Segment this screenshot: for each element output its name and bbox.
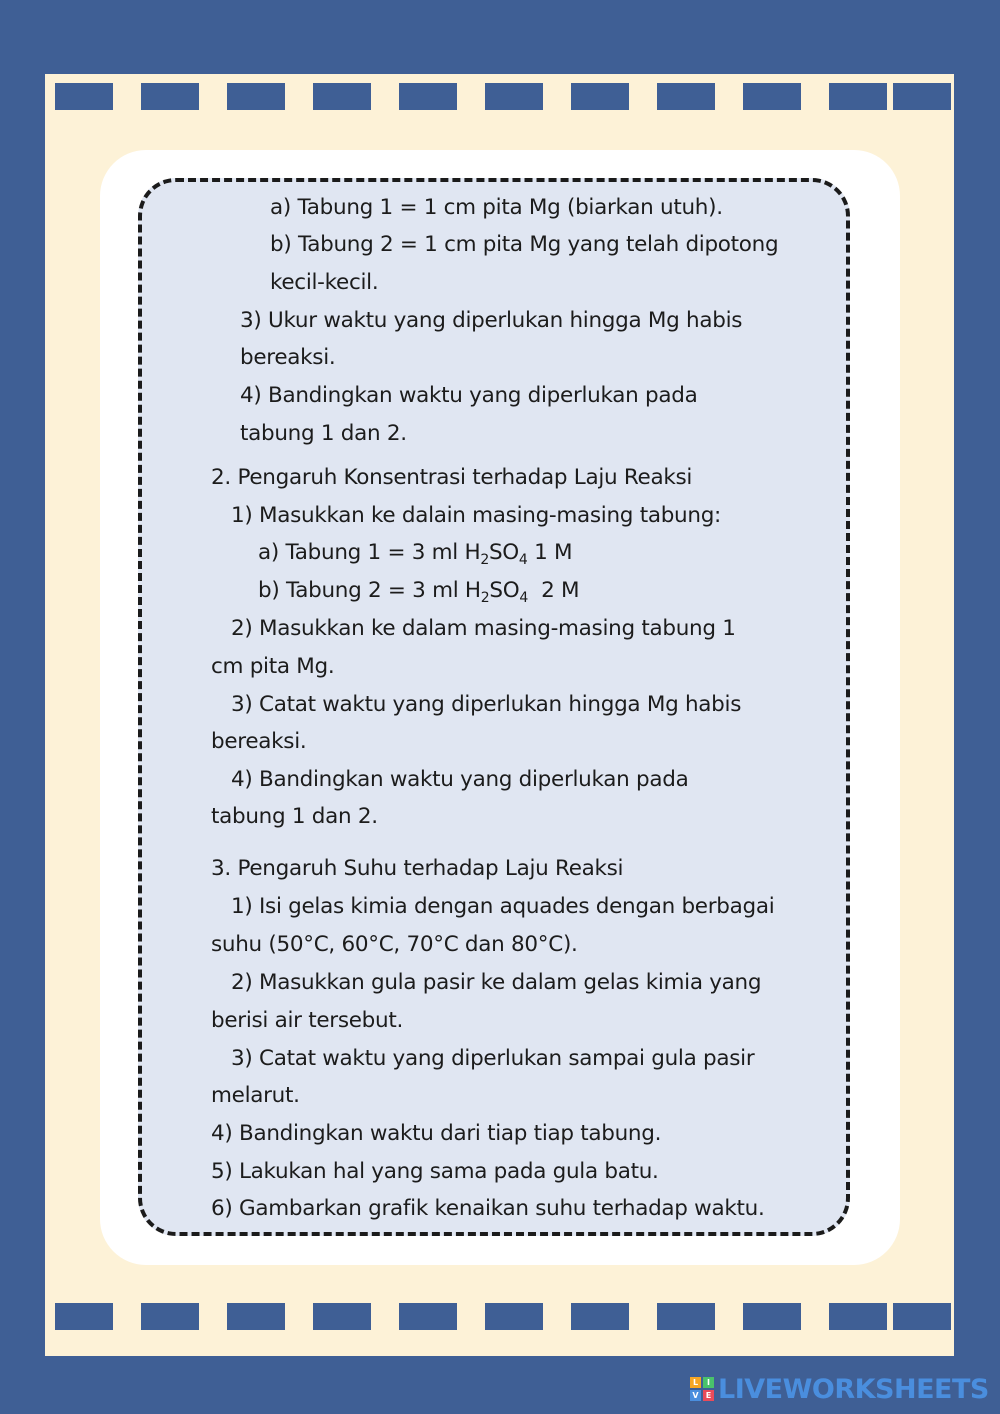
text-line: a) Tabung 1 = 1 cm pita Mg (biarkan utuh).: [270, 195, 723, 220]
logo-icon-letter: V: [690, 1390, 701, 1401]
text-line: suhu (50°C, 60°C, 70°C dan 80°C).: [211, 932, 578, 957]
border-notch: [829, 1303, 887, 1330]
logo-text: LIVEWORKSHEETS: [718, 1373, 989, 1405]
text-line: 4) Bandingkan waktu yang diperlukan pada: [240, 383, 698, 408]
text-line: 4) Bandingkan waktu yang diperlukan pada: [231, 767, 689, 792]
text-line: tabung 1 dan 2.: [211, 804, 378, 829]
border-notch: [571, 83, 629, 110]
text-line: 5) Lakukan hal yang sama pada gula batu.: [211, 1159, 659, 1184]
text-line: b) Tabung 2 = 1 cm pita Mg yang telah dipotong: [270, 232, 779, 257]
text-line: bereaksi.: [211, 729, 307, 754]
border-notch: [893, 83, 951, 110]
logo-icon: [690, 1377, 714, 1401]
text-line: tabung 1 dan 2.: [240, 421, 407, 446]
text-line: berisi air tersebut.: [211, 1008, 403, 1033]
border-notch: [141, 1303, 199, 1330]
border-notch: [399, 83, 457, 110]
border-notch: [313, 83, 371, 110]
border-notch: [893, 1303, 951, 1330]
text-line: kecil-kecil.: [270, 270, 379, 295]
border-notch: [399, 1303, 457, 1330]
logo-icon-letter: L: [690, 1377, 701, 1388]
border-notch: [571, 1303, 629, 1330]
border-notch: [657, 83, 715, 110]
liveworksheets-logo[interactable]: [690, 1372, 989, 1406]
text-line: b) Tabung 2 = 3 ml $H_2SO_4$ 2 M: [258, 578, 580, 606]
text-line: 1) Masukkan ke dalain masing-masing tabung:: [231, 503, 721, 528]
text-line: a) Tabung 1 = 3 ml $H_2SO_4$ 1 M: [258, 540, 573, 568]
text-line: bereaksi.: [240, 345, 336, 370]
text-line: 3) Ukur waktu yang diperlukan hingga Mg habis: [240, 308, 743, 333]
border-notch: [743, 1303, 801, 1330]
border-notch: [55, 1303, 113, 1330]
text-line: cm pita Mg.: [211, 654, 335, 679]
text-line: melarut.: [211, 1083, 300, 1108]
border-notch: [313, 1303, 371, 1330]
logo-icon-letter: E: [703, 1390, 714, 1401]
border-notch: [227, 83, 285, 110]
text-line: 2) Masukkan gula pasir ke dalam gelas kimia yang: [231, 970, 762, 995]
text-line: 3) Catat waktu yang diperlukan sampai gula pasir: [231, 1046, 755, 1071]
border-notch: [485, 1303, 543, 1330]
text-line: 6) Gambarkan grafik kenaikan suhu terhadap waktu.: [211, 1196, 765, 1221]
border-notch: [141, 83, 199, 110]
text-line: 3. Pengaruh Suhu terhadap Laju Reaksi: [211, 856, 624, 881]
text-line: 2. Pengaruh Konsentrasi terhadap Laju Reaksi: [211, 465, 693, 490]
text-line: 3) Catat waktu yang diperlukan hingga Mg habis: [231, 692, 742, 717]
logo-icon-letter: I: [703, 1377, 714, 1388]
text-line: 2) Masukkan ke dalam masing-masing tabung 1: [231, 616, 736, 641]
text-line: 4) Bandingkan waktu dari tiap tiap tabung.: [211, 1121, 662, 1146]
border-notch: [743, 83, 801, 110]
border-notch: [227, 1303, 285, 1330]
border-notch: [829, 83, 887, 110]
border-notch: [485, 83, 543, 110]
border-notch: [657, 1303, 715, 1330]
text-line: 1) Isi gelas kimia dengan aquades dengan berbagai: [231, 894, 775, 919]
border-notch: [55, 83, 113, 110]
